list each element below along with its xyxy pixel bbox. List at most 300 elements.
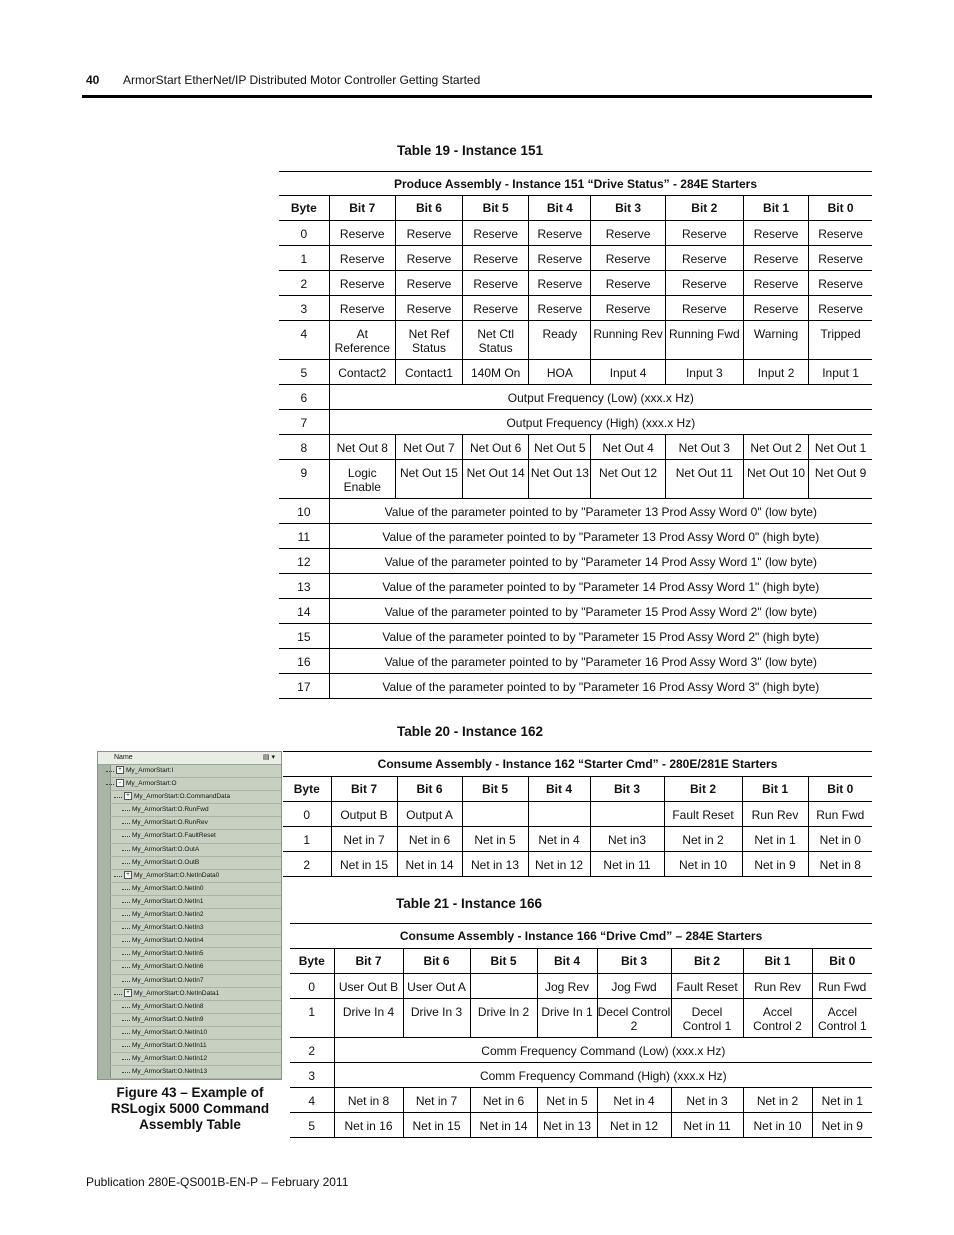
tag-name: My_ArmorStart:O.NetIn10 [132,1028,208,1036]
merged-cell [329,674,872,699]
row-gutter [98,975,111,987]
tag-name: My_ArmorStart:I [126,767,174,774]
column-header: Bit 5 [462,777,528,802]
tag-name: My_ArmorStart:O.FaultReset [132,832,216,840]
tag-name: My_ArmorStart:O.NetInData0 [134,871,220,879]
row-gutter [98,830,111,842]
byte-cell [279,296,329,321]
bit-cell-text: Run Rev [751,808,799,822]
byte-value: 14 [297,605,311,619]
column-header: Bit 1 [742,777,808,802]
column-header: Bit 7 [329,196,395,221]
table-header-row [279,196,872,221]
bit-cell-text: Input 2 [757,366,795,380]
row-gutter [98,1001,111,1013]
bit-cell-text: Net Ref Status [408,327,450,355]
bit-cell [462,827,528,852]
table-row [279,574,872,599]
table-row [290,999,872,1038]
bit-cell-text: Net Ctl Status [477,327,514,355]
bit-cell [664,802,742,827]
bit-cell-text: Net Out 15 [399,466,458,480]
expand-icon[interactable]: + [124,871,132,879]
byte-value: 11 [297,530,311,544]
bit-cell-text: Reserve [753,227,799,241]
byte-value: 4 [300,327,308,341]
bit-cell-text: Net Out 3 [678,441,730,455]
bit-cell-text: User Out A [407,980,466,994]
tag-list-header-label: Name [114,754,133,761]
tag-row[interactable] [98,975,281,988]
bit-cell-text: Input 3 [685,366,723,380]
bit-cell [665,221,743,246]
merged-cell [329,549,872,574]
table-header-row [283,777,872,802]
bit-cell [591,435,665,460]
bit-cell-text: Net Out 7 [403,441,455,455]
bit-cell-text: Net in 16 [344,1119,393,1133]
bit-cell [809,360,872,385]
bit-cell-text: Input 1 [822,366,859,380]
bit-cell [528,827,590,852]
column-header: Bit 4 [529,196,591,221]
bit-cell-text: Logic Enable [343,466,381,494]
bit-cell-text: User Out B [338,980,399,994]
bit-cell [591,221,665,246]
column-header: Bit 3 [597,949,671,974]
byte-value: 5 [308,1119,316,1133]
byte-cell [279,246,329,271]
bit-cell [591,271,665,296]
table-row [279,246,872,271]
merged-cell-text: Output Frequency (Low) (xxx.x Hz) [507,391,694,405]
bit-cell-text: Net in 3 [686,1094,728,1108]
bit-cell [529,246,591,271]
bit-cell-text: Reserve [605,302,651,316]
bit-cell-text: Net in 6 [408,833,451,847]
bit-cell-text: Reserve [605,227,651,241]
byte-cell [279,599,329,624]
tag-name: My_ArmorStart:O.RunRev [132,819,208,827]
byte-cell [279,435,329,460]
tag-row[interactable] [98,883,281,896]
table-row [279,221,872,246]
bit-cell-text: Net in 15 [412,1119,461,1133]
bit-cell [528,802,590,827]
byte-cell [279,321,329,360]
tag-row[interactable] [98,844,281,857]
bit-cell [591,321,665,360]
bit-cell [743,271,808,296]
byte-cell [279,574,329,599]
bit-cell-text: HOA [546,366,573,380]
column-header: Bit 7 [331,777,397,802]
bit-cell [463,246,529,271]
bit-cell [537,999,597,1038]
bit-cell [665,460,743,499]
bit-cell-text: 140M On [470,366,521,380]
bit-cell [470,1113,537,1138]
bit-cell [809,246,872,271]
bit-cell [463,221,529,246]
tag-name: My_ArmorStart:O.NetIn2 [132,911,204,919]
table-row [279,624,872,649]
column-header: Bit 4 [537,949,597,974]
bit-cell [671,974,743,999]
byte-value: 0 [303,808,311,822]
bit-cell [395,321,462,360]
bit-cell [329,360,395,385]
bit-cell-text: Net in 15 [339,858,389,872]
bit-cell-text: Net in 1 [754,833,796,847]
bit-cell [397,852,462,877]
bit-cell-text: Net Out 13 [530,466,589,480]
bit-cell [463,360,529,385]
bit-cell [671,999,743,1038]
tag-name: My_ArmorStart:O.NetIn5 [132,950,204,958]
table-title-row [279,172,872,196]
tag-row[interactable] [98,1079,281,1080]
bit-cell-text: Contact1 [404,366,453,380]
byte-cell [279,271,329,296]
merged-cell-text: Comm Frequency Command (Low) (xxx.x Hz) [481,1044,726,1058]
bit-cell-text: Net in 7 [415,1094,458,1108]
tag-row[interactable] [98,896,281,909]
bit-cell [743,246,808,271]
byte-value: 2 [300,277,308,291]
merged-cell-text: Value of the parameter pointed to by "Parameter 15 Prod Assy Word 2" (high byte) [382,630,820,644]
byte-cell [279,499,329,524]
table-row [279,360,872,385]
bit-cell-text: Net in 5 [474,833,516,847]
byte-cell [279,549,329,574]
bit-cell-text: Input 4 [609,366,647,380]
table-row [283,852,872,877]
bit-cell-text: Reserve [818,252,863,266]
bit-cell-text: Net in 2 [756,1094,799,1108]
bit-cell-text: Net in 6 [482,1094,525,1108]
tag-row[interactable] [98,804,281,817]
bit-cell-text: Net in 8 [347,1094,390,1108]
tag-name: My_ArmorStart:O.NetIn0 [132,884,204,892]
row-gutter [98,922,111,934]
bit-cell-text: Drive In 4 [342,1005,395,1019]
tag-name: My_ArmorStart:O [126,780,177,788]
table-row [279,524,872,549]
tag-row[interactable] [98,778,281,791]
bit-cell-text: Net Out 6 [469,441,522,455]
row-gutter [98,988,111,1000]
sort-arrow-icon: ▤ ▾ [262,754,275,761]
bit-cell [329,435,395,460]
bit-cell [395,360,462,385]
bit-cell [470,999,537,1038]
tag-row[interactable] [98,791,281,804]
bit-cell [809,271,872,296]
table-row [290,974,872,999]
table19-caption: Table 19 - Instance 151 [397,143,544,158]
byte-cell [279,221,329,246]
tag-row[interactable] [98,988,281,1001]
bit-cell [463,435,529,460]
byte-value: 7 [300,416,308,430]
row-gutter [98,909,111,921]
bit-cell-text: Reserve [406,277,452,291]
tag-name: My_ArmorStart:O.RunFwd [132,806,209,814]
bit-cell [395,271,462,296]
bit-cell-text: Reserve [473,277,518,291]
bit-cell [665,296,743,321]
bit-cell [403,1113,470,1138]
table-row [279,410,872,435]
tag-row[interactable] [98,857,281,870]
tag-row[interactable] [98,830,281,843]
bit-cell [395,296,462,321]
bit-cell-text: Reserve [681,252,727,266]
byte-cell [279,385,329,410]
bit-cell [395,435,462,460]
bit-cell [743,221,808,246]
tag-row[interactable] [98,948,281,961]
tag-name: My_ArmorStart:O.CommandData [134,793,231,801]
bit-cell-text: Net in 13 [542,1119,592,1133]
merged-cell-text: Value of the parameter pointed to by "Parameter 16 Prod Assy Word 3" (low byte) [384,655,817,669]
table-row [290,1038,872,1063]
merged-cell-text: Value of the parameter pointed to by "Parameter 16 Prod Assy Word 3" (high byte) [382,680,820,694]
tag-name: My_ArmorStart:O.NetIn3 [132,924,204,932]
bit-cell-text: Net in 9 [821,1119,863,1133]
bit-cell [397,827,462,852]
bit-cell [329,321,395,360]
bit-cell-text: Accel Control 1 [817,1005,867,1033]
bit-cell [395,460,462,499]
running-header-title: ArmorStart EtherNet/IP Distributed Motor Controller Getting Started [123,73,481,87]
tag-row[interactable] [98,765,281,778]
bit-cell-text: Reserve [605,252,651,266]
merged-cell [329,649,872,674]
bit-cell-text: Reserve [753,277,799,291]
byte-value: 2 [308,1044,316,1058]
bit-cell-text: Reserve [339,227,385,241]
table21 [290,923,872,1138]
merged-cell [334,1038,872,1063]
table-row [279,435,872,460]
bit-cell-text: Jog Rev [544,980,590,994]
tag-row[interactable] [98,1001,281,1014]
bit-cell [742,852,808,877]
bit-cell [665,360,743,385]
table-title-row [290,924,872,949]
bit-cell [470,1088,537,1113]
row-gutter [98,1040,111,1052]
bit-cell-text: Net Out 11 [675,466,733,480]
tag-name: My_ArmorStart:O.NetIn11 [132,1041,207,1049]
table-row [279,649,872,674]
figure43-screenshot [97,751,282,1080]
tag-row[interactable] [98,870,281,883]
byte-cell [290,999,334,1038]
bit-cell-text: Net in 4 [538,833,580,847]
row-gutter [98,1066,111,1078]
tag-name: My_ArmorStart:O.NetIn1 [132,897,204,905]
table20 [283,751,872,877]
column-header: Bit 1 [743,949,812,974]
merged-cell-text: Value of the parameter pointed to by "Parameter 13 Prod Assy Word 0" (low byte) [384,505,817,519]
merged-cell-text: Output Frequency (High) (xxx.x Hz) [506,416,696,430]
tag-row[interactable] [98,1040,281,1053]
merged-cell [329,524,872,549]
table-title-row [283,752,872,777]
bit-cell [403,999,470,1038]
tag-row[interactable] [98,1014,281,1027]
bit-cell [591,296,665,321]
bit-cell-text: Reserve [406,302,452,316]
row-gutter [98,817,111,829]
byte-value: 12 [297,555,311,569]
tag-row[interactable] [98,935,281,948]
tag-row[interactable] [98,909,281,922]
bit-cell [743,321,808,360]
merged-cell-text: Value of the parameter pointed to by "Parameter 13 Prod Assy Word 0" (high byte) [382,530,820,544]
bit-cell [463,460,529,499]
expand-icon[interactable]: + [124,792,132,800]
expand-icon[interactable]: + [124,989,132,997]
bit-cell [590,802,664,827]
row-gutter [98,1053,111,1065]
bit-cell-text: Ready [542,327,578,341]
byte-value: 3 [308,1069,316,1083]
row-gutter [98,961,111,973]
bit-cell-text: Running Fwd [668,327,740,341]
byte-cell [290,1063,334,1088]
bit-cell [528,852,590,877]
bit-cell [529,460,591,499]
byte-cell [279,524,329,549]
bit-cell-text: Net in 11 [603,858,651,872]
table21-caption: Table 21 - Instance 166 [396,896,543,911]
bit-cell-text: Net in 11 [683,1119,731,1133]
row-gutter [98,791,111,803]
tag-row[interactable] [98,817,281,830]
bit-cell-text: Decel Control 1 [682,1005,732,1033]
collapse-icon[interactable]: - [116,779,124,787]
tag-row[interactable] [98,961,281,974]
byte-value: 13 [297,580,311,594]
bit-cell [329,271,395,296]
bit-cell [331,852,397,877]
bit-cell-text: Accel Control 2 [753,1005,802,1033]
byte-value: 6 [300,391,308,405]
merged-cell [329,410,872,435]
bit-cell [808,852,872,877]
bit-cell-text: Tripped [820,327,861,341]
byte-value: 16 [297,655,311,669]
bit-cell-text: Net in3 [607,833,647,847]
bit-cell [334,1113,403,1138]
tag-name: My_ArmorStart:O.NetInData1 [134,989,220,997]
bit-cell-text: Drive In 2 [477,1005,530,1019]
bit-cell-text: Net in 5 [546,1094,588,1108]
bit-cell [537,1113,597,1138]
byte-value: 0 [300,227,308,241]
column-header: Bit 7 [334,949,403,974]
bit-cell [403,974,470,999]
merged-cell [334,1063,872,1088]
bit-cell [591,360,665,385]
merged-cell [329,624,872,649]
tag-name: My_ArmorStart:O.NetIn6 [132,963,204,971]
bit-cell [334,1088,403,1113]
tag-row[interactable] [98,1066,281,1079]
bit-cell-text: Reserve [537,252,583,266]
table-row [290,1063,872,1088]
merged-cell [329,385,872,410]
tag-name: My_ArmorStart:O.OutA [132,845,200,853]
bit-cell-text: Reserve [339,302,385,316]
bit-cell [537,1088,597,1113]
tag-name: My_ArmorStart:O.OutB [132,858,200,866]
bit-cell [743,974,812,999]
bit-cell [664,827,742,852]
tag-row[interactable] [98,1027,281,1040]
bit-cell [812,1113,872,1138]
bit-cell-text: Reserve [406,227,452,241]
column-header: Bit 0 [812,949,872,974]
expand-icon[interactable]: + [116,766,124,774]
bit-cell-text: Net Out 8 [336,441,388,455]
tag-row[interactable] [98,1053,281,1066]
bit-cell-text: Net in 10 [753,1119,802,1133]
bit-cell-text: Net Out 12 [599,466,658,480]
bit-cell-text: Output A [406,808,453,822]
bit-cell-text: Run Fwd [816,808,865,822]
table19 [279,171,872,699]
byte-value: 1 [300,252,308,266]
bit-cell [742,827,808,852]
byte-cell [279,649,329,674]
bit-cell [809,435,872,460]
bit-cell-text: Net in 13 [470,858,520,872]
column-header: Bit 1 [743,196,808,221]
byte-cell [279,410,329,435]
bit-cell [597,974,671,999]
byte-cell [279,360,329,385]
table-row [279,296,872,321]
bit-cell [529,435,591,460]
bit-cell [743,435,808,460]
bit-cell [671,1088,743,1113]
merged-cell-text: Value of the parameter pointed to by "Parameter 14 Prod Assy Word 1" (high byte) [382,580,820,594]
table-row [290,1088,872,1113]
bit-cell [329,246,395,271]
bit-cell-text: Warning [753,327,799,341]
tag-list-header [98,752,281,765]
bit-cell [809,321,872,360]
byte-cell [279,674,329,699]
byte-value: 1 [303,833,311,847]
bit-cell [462,802,528,827]
bit-cell [395,246,462,271]
tag-row[interactable] [98,922,281,935]
table-row [279,674,872,699]
row-gutter [98,948,111,960]
column-header: Bit 2 [664,777,742,802]
byte-value: 15 [297,630,311,644]
bit-cell-text: Net in 0 [819,833,861,847]
table-row [279,385,872,410]
byte-cell [283,802,331,827]
byte-value: 17 [297,680,311,694]
